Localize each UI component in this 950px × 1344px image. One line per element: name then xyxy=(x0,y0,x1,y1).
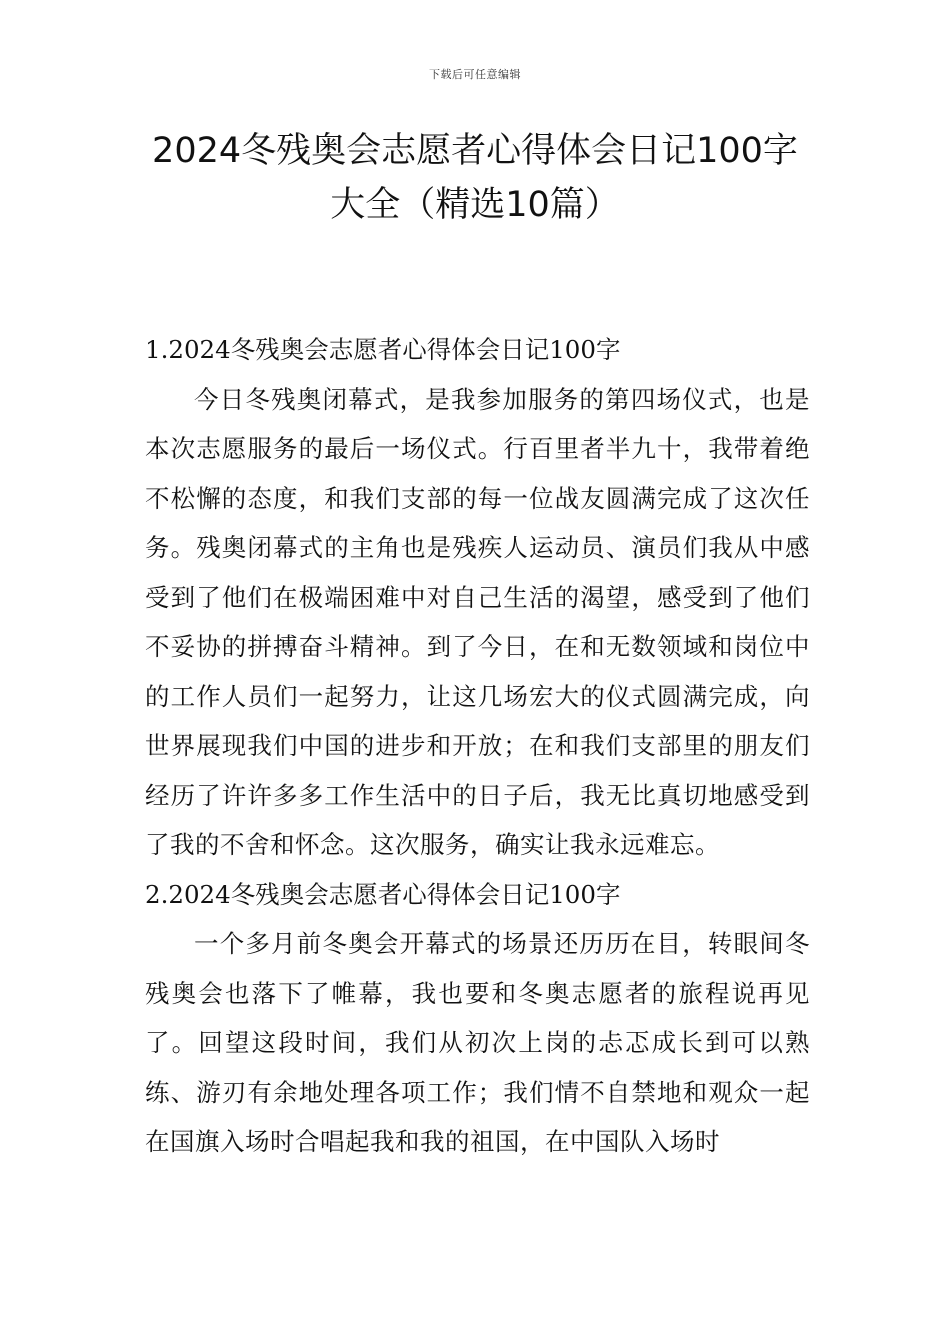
header-note: 下载后可任意编辑 xyxy=(429,68,521,81)
title-line-1: 2024冬残奥会志愿者心得体会日记100字 xyxy=(152,131,798,171)
section-heading: 2.2024冬残奥会志愿者心得体会日记100字 xyxy=(145,879,621,909)
title-line-2: 大全（精选10篇） xyxy=(330,185,620,225)
document-body xyxy=(145,325,810,1167)
page-title xyxy=(140,124,810,232)
section-2 xyxy=(145,870,810,1167)
section-heading: 1.2024冬残奥会志愿者心得体会日记100字 xyxy=(145,335,621,364)
section-1 xyxy=(145,325,810,870)
section-paragraph: 一个多月前冬奥会开幕式的场景还历历在目，转眼间冬残奥会也落下了帷幕，我也要和冬奥志愿者的旅程说再见了。回望这段时间，我们从初次上岗的忐忑成长到可以熟练、游刃有余地处理各项工作；我们情不自禁地和观众一起在国旗入场时合唱起我和我的祖国，在中国队入场时 xyxy=(145,929,810,1156)
section-paragraph: 今日冬残奥闭幕式，是我参加服务的第四场仪式，也是本次志愿服务的最后一场仪式。行百里者半九十，我带着绝不松懈的态度，和我们支部的每一位战友圆满完成了这次任务。残奥闭幕式的主角也是残疾人运动员、演员们我从中感受到了他们在极端困难中对自己生活的渴望，感受到了他们不妥协的拼搏奋斗精神。到了今日，在和无数领域和岗位中的工作人员们一起努力，让这几场宏大的仪式圆满完成，向世界展现我们中国的进步和开放；在和我们支部里的朋友们经历了许许多多工作生活中的日子后，我无比真切地感受到了我的不舍和怀念。这次服务，确实让我永远难忘。 xyxy=(145,384,810,859)
